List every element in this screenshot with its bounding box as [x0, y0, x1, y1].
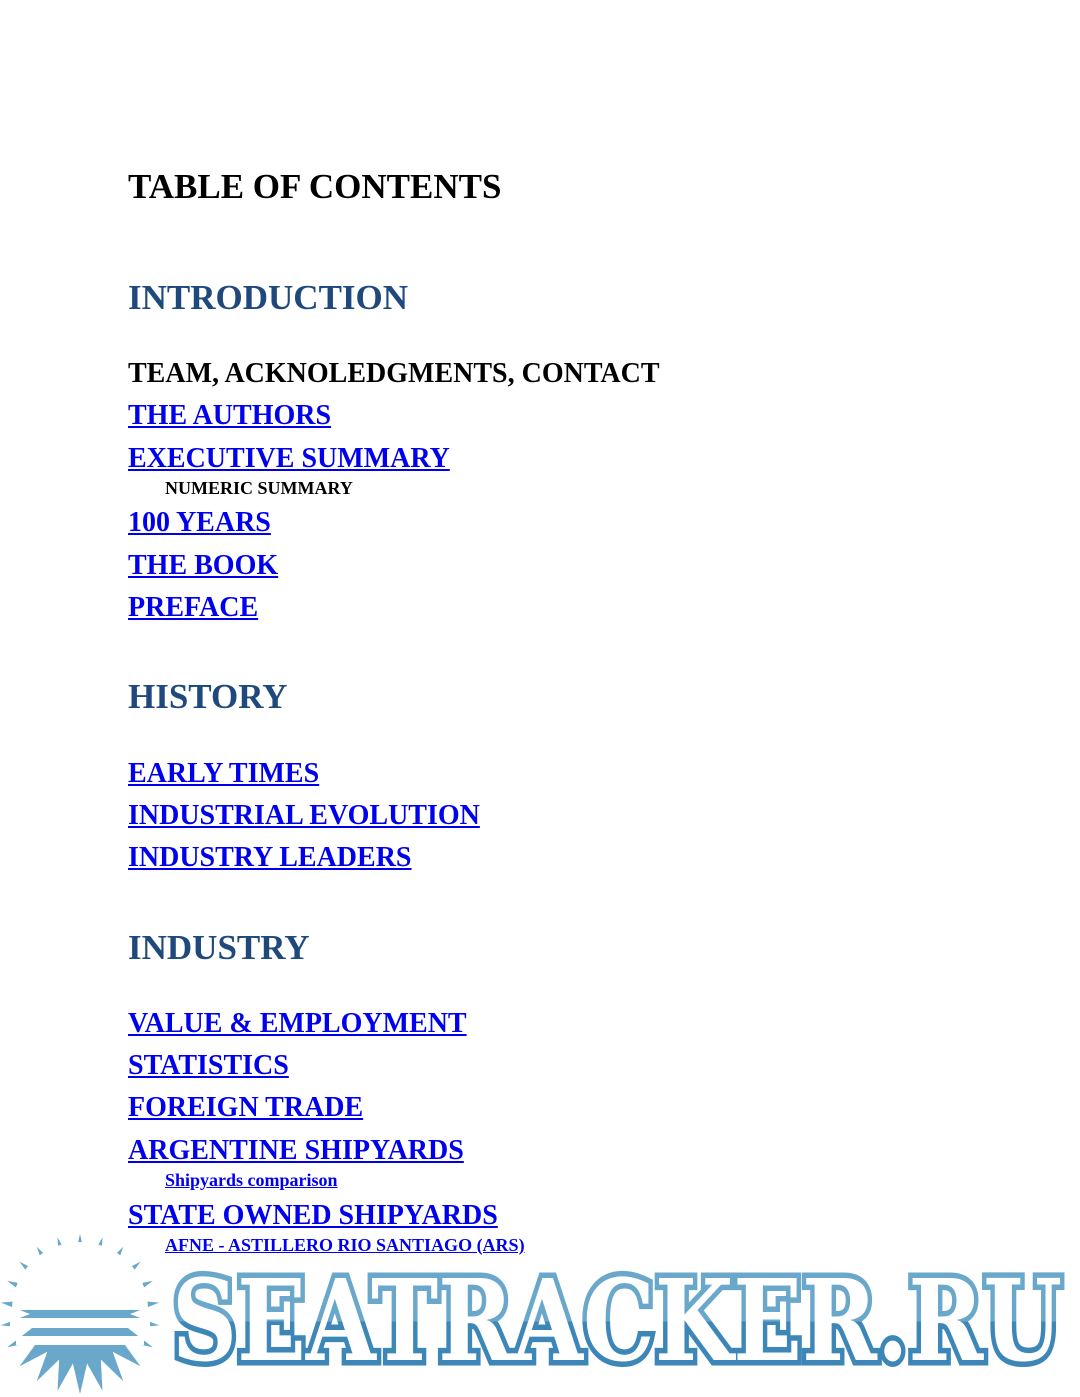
toc-link-executive-summary[interactable]: EXECUTIVE SUMMARY — [128, 443, 450, 474]
page-title: TABLE OF CONTENTS — [128, 167, 502, 206]
section-heading-history: HISTORY — [128, 677, 288, 716]
toc-link-preface[interactable]: PREFACE — [128, 592, 259, 623]
watermark — [0, 1232, 1080, 1397]
toc-link-argentine-shipyards[interactable]: ARGENTINE SHIPYARDS — [128, 1135, 464, 1166]
toc-link-statistics[interactable]: STATISTICS — [128, 1050, 289, 1081]
toc-link-industry-leaders[interactable]: INDUSTRY LEADERS — [128, 842, 412, 873]
sun-burst-icon — [1, 1234, 159, 1394]
toc-link-authors[interactable]: THE AUTHORS — [128, 400, 332, 431]
toc-subentry-numeric-summary: NUMERIC SUMMARY — [165, 478, 353, 498]
watermark-text: SEATRACKER.RU — [172, 1256, 1062, 1387]
section-heading-introduction: INTRODUCTION — [128, 278, 409, 317]
toc-link-value-employment[interactable]: VALUE & EMPLOYMENT — [128, 1008, 467, 1039]
toc-sublink-shipyards-comparison[interactable]: Shipyards comparison — [165, 1170, 338, 1190]
toc-sublink-afne[interactable]: AFNE - ASTILLERO RIO SANTIAGO (ARS) — [165, 1235, 525, 1255]
toc-link-the-book[interactable]: THE BOOK — [128, 550, 279, 581]
toc-link-industrial-evolution[interactable]: INDUSTRIAL EVOLUTION — [128, 800, 480, 831]
toc-link-foreign-trade[interactable]: FOREIGN TRADE — [128, 1092, 364, 1123]
toc-link-state-owned-shipyards[interactable]: STATE OWNED SHIPYARDS — [128, 1200, 498, 1231]
section-heading-industry: INDUSTRY — [128, 928, 310, 967]
toc-link-100-years[interactable]: 100 YEARS — [128, 507, 271, 538]
toc-link-early-times[interactable]: EARLY TIMES — [128, 758, 320, 789]
toc-entry-team: TEAM, ACKNOLEDGMENTS, CONTACT — [128, 358, 660, 389]
